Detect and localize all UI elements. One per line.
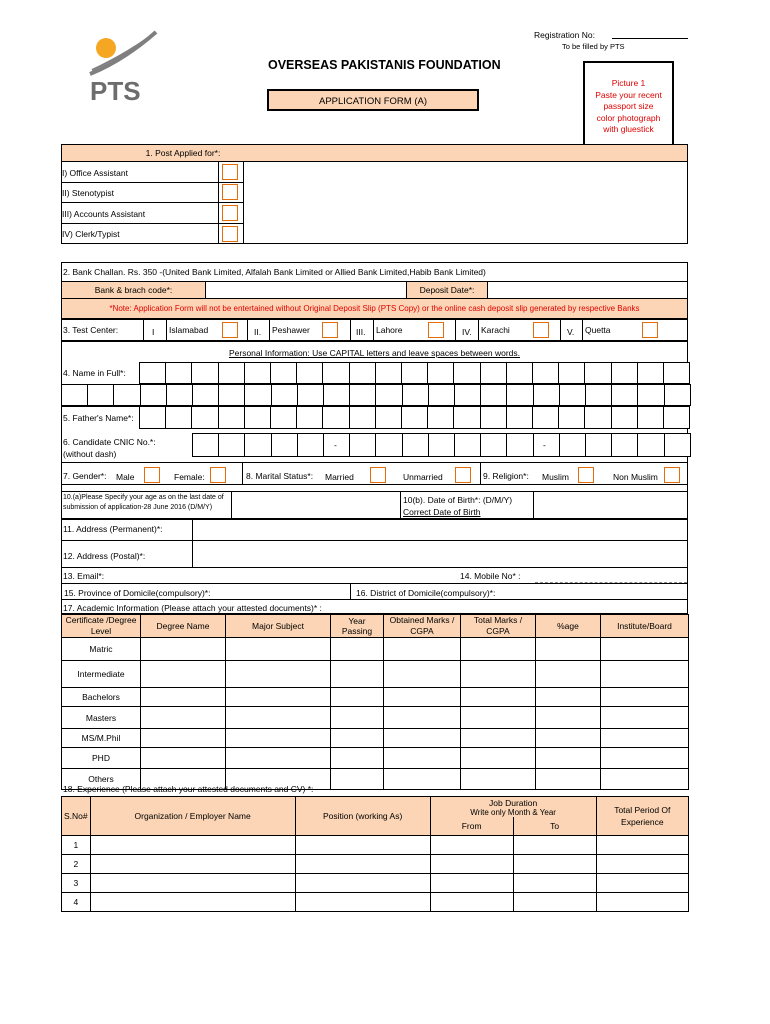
academic-input-cell[interactable] bbox=[141, 707, 226, 729]
col-duration-note: Write only Month & Year bbox=[430, 809, 596, 817]
academic-input-cell[interactable] bbox=[601, 688, 689, 707]
col-from: From bbox=[430, 817, 513, 836]
logo-text: PTS bbox=[90, 76, 141, 106]
academic-input-cell[interactable] bbox=[461, 748, 536, 769]
col-obtained-marks: Obtained Marks / CGPA bbox=[384, 615, 461, 638]
experience-row bbox=[62, 836, 689, 855]
quetta-checkbox[interactable] bbox=[642, 322, 658, 338]
post-accounts-assistant: III) Accounts Assistant bbox=[62, 209, 146, 219]
academic-table bbox=[61, 614, 689, 790]
father-name-letter-box[interactable] bbox=[506, 406, 533, 429]
marital-label: 8. Marital Status*: bbox=[246, 471, 314, 481]
name-letter-box[interactable] bbox=[506, 362, 533, 384]
non-muslim-checkbox[interactable] bbox=[664, 467, 680, 483]
experience-input-cell[interactable] bbox=[430, 836, 513, 855]
col-degree-level: Certificate /Degree Level bbox=[62, 615, 141, 638]
academic-input-cell[interactable] bbox=[226, 748, 331, 769]
center-num-3: III. bbox=[356, 327, 366, 337]
academic-input-cell[interactable] bbox=[141, 638, 226, 661]
father-name-letter-box[interactable] bbox=[322, 406, 349, 429]
academic-input-cell[interactable] bbox=[331, 729, 384, 748]
photo-box[interactable]: Picture 1 Paste your recent passport size color photograph with gluestick bbox=[583, 61, 674, 146]
post-stenotypist: II) Stenotypist bbox=[62, 188, 114, 198]
district-label: 16. District of Domicile(compulsory)*: bbox=[356, 588, 496, 598]
mobile-label: 14. Mobile No* : bbox=[460, 571, 521, 581]
married-checkbox[interactable] bbox=[370, 467, 386, 483]
academic-input-cell[interactable] bbox=[601, 769, 689, 790]
name-letter-box[interactable] bbox=[296, 362, 323, 384]
academic-input-cell[interactable] bbox=[141, 729, 226, 748]
academic-input-cell[interactable] bbox=[461, 729, 536, 748]
academic-input-cell[interactable] bbox=[384, 729, 461, 748]
father-name-letter-box[interactable] bbox=[427, 406, 454, 429]
islamabad-checkbox[interactable] bbox=[222, 322, 238, 338]
muslim-checkbox[interactable] bbox=[578, 467, 594, 483]
age-field[interactable] bbox=[232, 492, 400, 518]
experience-row bbox=[62, 855, 689, 874]
academic-row bbox=[62, 729, 689, 748]
col-year-passing: Year Passing bbox=[331, 615, 384, 638]
experience-input-cell[interactable] bbox=[295, 836, 430, 855]
academic-heading: 17. Academic Information (Please attach your attested documents)* : bbox=[63, 603, 322, 613]
father-name-label: 5. Father's Name*: bbox=[63, 413, 134, 423]
father-name-letter-box[interactable] bbox=[139, 406, 166, 429]
bank-note: *Note: Application Form will not be entertained without Original Deposit Slip (PTS Copy) or the online cash deposit slip generated by respective Banks bbox=[62, 299, 687, 318]
post-office-assistant: I) Office Assistant bbox=[62, 168, 128, 178]
academic-input-cell[interactable] bbox=[536, 729, 601, 748]
address-permanent-label: 11. Address (Permanent)*: bbox=[63, 524, 163, 534]
to-be-filled-note: To be filled by PTS bbox=[562, 42, 625, 51]
col-degree-name: Degree Name bbox=[141, 615, 226, 638]
experience-table bbox=[61, 796, 689, 912]
academic-input-cell[interactable] bbox=[331, 707, 384, 729]
cnic-digit-box[interactable] bbox=[349, 433, 376, 457]
father-name-letter-box[interactable] bbox=[191, 406, 218, 429]
female-checkbox[interactable] bbox=[210, 467, 226, 483]
experience-input-cell[interactable] bbox=[295, 874, 430, 893]
religion-label: 9. Religion*: bbox=[483, 471, 529, 481]
non-muslim-option: Non Muslim bbox=[613, 472, 658, 482]
academic-row bbox=[62, 688, 689, 707]
academic-input-cell[interactable] bbox=[461, 661, 536, 688]
personal-heading: Personal Information: Use CAPITAL letters and leave spaces between words. bbox=[228, 348, 521, 358]
academic-input-cell[interactable] bbox=[601, 707, 689, 729]
academic-input-cell[interactable] bbox=[384, 748, 461, 769]
academic-input-cell[interactable] bbox=[384, 688, 461, 707]
cnic-digit-box[interactable] bbox=[585, 433, 612, 457]
academic-input-cell[interactable] bbox=[536, 748, 601, 769]
test-center-label: 3. Test Center: bbox=[63, 325, 119, 335]
academic-input-cell[interactable] bbox=[331, 769, 384, 790]
dob-label: 10(b). Date of Birth*: (D/M/Y) Correct Date of Birth bbox=[403, 495, 513, 517]
center-num-2: II. bbox=[254, 327, 262, 337]
pts-logo bbox=[84, 30, 164, 110]
experience-row bbox=[62, 893, 689, 912]
father-name-letter-box[interactable] bbox=[165, 406, 192, 429]
org-title: OVERSEAS PAKISTANIS FOUNDATION bbox=[268, 58, 501, 72]
name-letter-box[interactable] bbox=[637, 362, 664, 384]
col-position: Position (working As) bbox=[295, 797, 430, 836]
father-name-letter-box[interactable] bbox=[637, 406, 664, 429]
name-letter-box[interactable] bbox=[427, 362, 454, 384]
center-num-4: IV. bbox=[462, 327, 472, 337]
academic-input-cell[interactable] bbox=[384, 638, 461, 661]
cnic-digit-box[interactable] bbox=[611, 433, 638, 457]
experience-sno: 3 bbox=[62, 874, 91, 893]
academic-header-row bbox=[62, 615, 689, 638]
father-name-letter-box[interactable] bbox=[218, 406, 245, 429]
cnic-label: 6. Candidate CNIC No.*: (without dash) bbox=[63, 437, 156, 459]
bank-heading: 2. Bank Challan. Rs. 350 -(United Bank Limited, Alfalah Bank Limited or Allied Bank Limited,Habib Bank Limited) bbox=[63, 267, 486, 277]
academic-input-cell[interactable] bbox=[461, 707, 536, 729]
center-num-1: I bbox=[152, 327, 155, 337]
email-label: 13. Email*: bbox=[63, 571, 105, 581]
cnic-digit-box[interactable] bbox=[533, 433, 560, 457]
unmarried-option: Unmarried bbox=[403, 472, 443, 482]
office-assistant-checkbox[interactable] bbox=[222, 164, 238, 180]
registration-label: Registration No: bbox=[534, 30, 595, 40]
name-letter-box[interactable] bbox=[584, 362, 611, 384]
father-name-letter-box[interactable] bbox=[532, 406, 559, 429]
cnic-dash-2: - bbox=[543, 440, 546, 450]
academic-row bbox=[62, 661, 689, 688]
name-letter-box[interactable] bbox=[270, 362, 297, 384]
cnic-digit-box[interactable] bbox=[454, 433, 481, 457]
male-option: Male bbox=[116, 472, 135, 482]
name-letter-box[interactable] bbox=[322, 362, 349, 384]
center-quetta: Quetta bbox=[585, 325, 611, 335]
academic-input-cell[interactable] bbox=[601, 729, 689, 748]
father-name-letter-box[interactable] bbox=[244, 406, 271, 429]
degree-level-label: MS/M.Phil bbox=[62, 729, 141, 748]
father-name-letter-box[interactable] bbox=[558, 406, 585, 429]
academic-input-cell[interactable] bbox=[226, 707, 331, 729]
academic-input-cell[interactable] bbox=[226, 729, 331, 748]
academic-input-cell[interactable] bbox=[331, 638, 384, 661]
academic-input-cell[interactable] bbox=[226, 688, 331, 707]
degree-level-label: Matric bbox=[62, 638, 141, 661]
cnic-digit-box[interactable] bbox=[375, 433, 402, 457]
name-letter-box[interactable] bbox=[558, 362, 585, 384]
clerk-typist-checkbox[interactable] bbox=[222, 226, 238, 242]
degree-level-label: PHD bbox=[62, 748, 141, 769]
cnic-digit-box[interactable] bbox=[664, 433, 691, 457]
academic-input-cell[interactable] bbox=[331, 688, 384, 707]
academic-input-cell[interactable] bbox=[601, 748, 689, 769]
unmarried-checkbox[interactable] bbox=[455, 467, 471, 483]
cnic-digit-box[interactable] bbox=[244, 433, 271, 457]
married-option: Married bbox=[325, 472, 354, 482]
name-letter-box[interactable] bbox=[165, 362, 192, 384]
deposit-date-label: Deposit Date*: bbox=[407, 282, 487, 298]
father-name-letter-box[interactable] bbox=[401, 406, 428, 429]
gender-label: 7. Gender*: bbox=[63, 471, 107, 481]
father-name-letter-box[interactable] bbox=[584, 406, 611, 429]
form-title: APPLICATION FORM (A) bbox=[267, 89, 479, 111]
cnic-digit-box[interactable] bbox=[271, 433, 298, 457]
academic-input-cell[interactable] bbox=[461, 769, 536, 790]
cnic-dash-1: - bbox=[334, 440, 337, 450]
degree-level-label: Bachelors bbox=[62, 688, 141, 707]
experience-input-cell[interactable] bbox=[596, 874, 688, 893]
name-letter-box[interactable] bbox=[532, 362, 559, 384]
academic-input-cell[interactable] bbox=[331, 661, 384, 688]
accounts-assistant-checkbox[interactable] bbox=[222, 205, 238, 221]
mobile-field[interactable] bbox=[535, 568, 687, 583]
father-name-letter-box[interactable] bbox=[453, 406, 480, 429]
experience-input-cell[interactable] bbox=[596, 836, 688, 855]
experience-input-cell[interactable] bbox=[513, 855, 596, 874]
father-name-letter-box[interactable] bbox=[349, 406, 376, 429]
academic-input-cell[interactable] bbox=[536, 707, 601, 729]
cnic-digit-box[interactable] bbox=[218, 433, 245, 457]
peshawer-checkbox[interactable] bbox=[322, 322, 338, 338]
academic-input-cell[interactable] bbox=[601, 638, 689, 661]
experience-input-cell[interactable] bbox=[90, 874, 295, 893]
academic-input-cell[interactable] bbox=[536, 769, 601, 790]
experience-sno: 2 bbox=[62, 855, 91, 874]
experience-heading: 18. Experience (Please attach your attested documents and CV) *: bbox=[63, 784, 314, 794]
academic-row bbox=[62, 748, 689, 769]
age-label: 10.(a)Please Specify your age as on the last date of submission of application-28 June 2016 (D/M/Y) bbox=[63, 494, 224, 511]
cnic-digit-box[interactable] bbox=[402, 433, 429, 457]
name-grid-line2 bbox=[61, 384, 688, 406]
col-percentage: %age bbox=[536, 615, 601, 638]
post-heading: 1. Post Applied for*: bbox=[61, 144, 688, 162]
experience-input-cell[interactable] bbox=[295, 893, 430, 912]
col-job-duration: Job Duration bbox=[430, 797, 596, 810]
experience-input-cell[interactable] bbox=[513, 836, 596, 855]
address-postal-label: 12. Address (Postal)*: bbox=[63, 551, 146, 561]
experience-input-cell[interactable] bbox=[596, 893, 688, 912]
academic-input-cell[interactable] bbox=[536, 661, 601, 688]
academic-input-cell[interactable] bbox=[141, 688, 226, 707]
post-clerk-typist: IV) Clerk/Typist bbox=[62, 229, 120, 239]
name-letter-box[interactable] bbox=[139, 362, 166, 384]
academic-input-cell[interactable] bbox=[461, 638, 536, 661]
experience-input-cell[interactable] bbox=[295, 855, 430, 874]
col-major-subject: Major Subject bbox=[226, 615, 331, 638]
academic-row bbox=[62, 638, 689, 661]
degree-level-label: Masters bbox=[62, 707, 141, 729]
col-total-marks: Total Marks / CGPA bbox=[461, 615, 536, 638]
cnic-digit-box[interactable] bbox=[559, 433, 586, 457]
province-label: 15. Province of Domicile(compulsory)*: bbox=[64, 588, 211, 598]
dob-field[interactable] bbox=[534, 492, 687, 518]
female-option: Female: bbox=[174, 472, 205, 482]
experience-header-row bbox=[62, 797, 689, 810]
academic-input-cell[interactable] bbox=[141, 748, 226, 769]
name-letter-box[interactable] bbox=[244, 362, 271, 384]
col-organization: Organization / Employer Name bbox=[90, 797, 295, 836]
name-letter-box[interactable] bbox=[453, 362, 480, 384]
address-permanent-field[interactable] bbox=[193, 520, 687, 539]
name-letter-box[interactable] bbox=[218, 362, 245, 384]
academic-input-cell[interactable] bbox=[226, 638, 331, 661]
center-num-5: V. bbox=[567, 327, 575, 337]
experience-input-cell[interactable] bbox=[596, 855, 688, 874]
experience-input-cell[interactable] bbox=[430, 874, 513, 893]
karachi-checkbox[interactable] bbox=[533, 322, 549, 338]
experience-input-cell[interactable] bbox=[90, 836, 295, 855]
stenotypist-checkbox[interactable] bbox=[222, 184, 238, 200]
name-label: 4. Name in Full*: bbox=[63, 368, 126, 378]
email-field[interactable] bbox=[110, 568, 455, 582]
experience-sno: 4 bbox=[62, 893, 91, 912]
experience-input-cell[interactable] bbox=[90, 893, 295, 912]
name-letter-box[interactable] bbox=[401, 362, 428, 384]
cnic-digit-box[interactable] bbox=[297, 433, 324, 457]
col-institute: Institute/Board bbox=[601, 615, 689, 638]
col-total-period: Total Period Of Experience bbox=[596, 797, 688, 836]
address-postal-field[interactable] bbox=[193, 541, 687, 566]
cnic-digit-box[interactable] bbox=[428, 433, 455, 457]
experience-input-cell[interactable] bbox=[90, 855, 295, 874]
academic-input-cell[interactable] bbox=[536, 638, 601, 661]
center-islamabad: Islamabad bbox=[169, 325, 209, 335]
name-letter-box[interactable] bbox=[663, 362, 690, 384]
experience-input-cell[interactable] bbox=[513, 874, 596, 893]
bank-branch-label: Bank & brach code*: bbox=[62, 282, 205, 298]
academic-input-cell[interactable] bbox=[384, 769, 461, 790]
cnic-digit-box[interactable] bbox=[480, 433, 507, 457]
bank-branch-field[interactable] bbox=[206, 282, 406, 298]
name-letter-box[interactable] bbox=[611, 362, 638, 384]
cnic-digit-box[interactable] bbox=[637, 433, 664, 457]
deposit-date-field[interactable] bbox=[488, 282, 687, 298]
cnic-digit-box[interactable] bbox=[192, 433, 219, 457]
father-name-letter-box[interactable] bbox=[663, 406, 690, 429]
col-sno: S.No# bbox=[62, 797, 91, 836]
father-name-letter-box[interactable] bbox=[296, 406, 323, 429]
academic-input-cell[interactable] bbox=[384, 661, 461, 688]
center-lahore: Lahore bbox=[376, 325, 403, 335]
experience-row bbox=[62, 874, 689, 893]
academic-input-cell[interactable] bbox=[226, 661, 331, 688]
cnic-digit-box[interactable] bbox=[506, 433, 533, 457]
name-letter-box[interactable] bbox=[191, 362, 218, 384]
col-to: To bbox=[513, 817, 596, 836]
name-letter-box[interactable] bbox=[375, 362, 402, 384]
academic-input-cell[interactable] bbox=[141, 661, 226, 688]
name-letter-box[interactable] bbox=[480, 362, 507, 384]
experience-input-cell[interactable] bbox=[430, 893, 513, 912]
degree-level-label: Intermediate bbox=[62, 661, 141, 688]
name-letter-box[interactable] bbox=[349, 362, 376, 384]
lahore-checkbox[interactable] bbox=[428, 322, 444, 338]
muslim-option: Muslim bbox=[542, 472, 569, 482]
registration-field[interactable] bbox=[612, 38, 688, 39]
father-name-letter-box[interactable] bbox=[270, 406, 297, 429]
academic-row bbox=[62, 707, 689, 729]
academic-input-cell[interactable] bbox=[384, 707, 461, 729]
experience-input-cell[interactable] bbox=[513, 893, 596, 912]
degree-level-label: Others bbox=[62, 769, 141, 790]
father-name-letter-box[interactable] bbox=[480, 406, 507, 429]
experience-sno: 1 bbox=[62, 836, 91, 855]
father-name-letter-box[interactable] bbox=[375, 406, 402, 429]
experience-input-cell[interactable] bbox=[430, 855, 513, 874]
center-peshawer: Peshawer bbox=[272, 325, 310, 335]
father-name-letter-box[interactable] bbox=[611, 406, 638, 429]
academic-input-cell[interactable] bbox=[536, 688, 601, 707]
center-karachi: Karachi bbox=[481, 325, 510, 335]
male-checkbox[interactable] bbox=[144, 467, 160, 483]
academic-input-cell[interactable] bbox=[461, 688, 536, 707]
academic-input-cell[interactable] bbox=[331, 748, 384, 769]
academic-input-cell[interactable] bbox=[601, 661, 689, 688]
